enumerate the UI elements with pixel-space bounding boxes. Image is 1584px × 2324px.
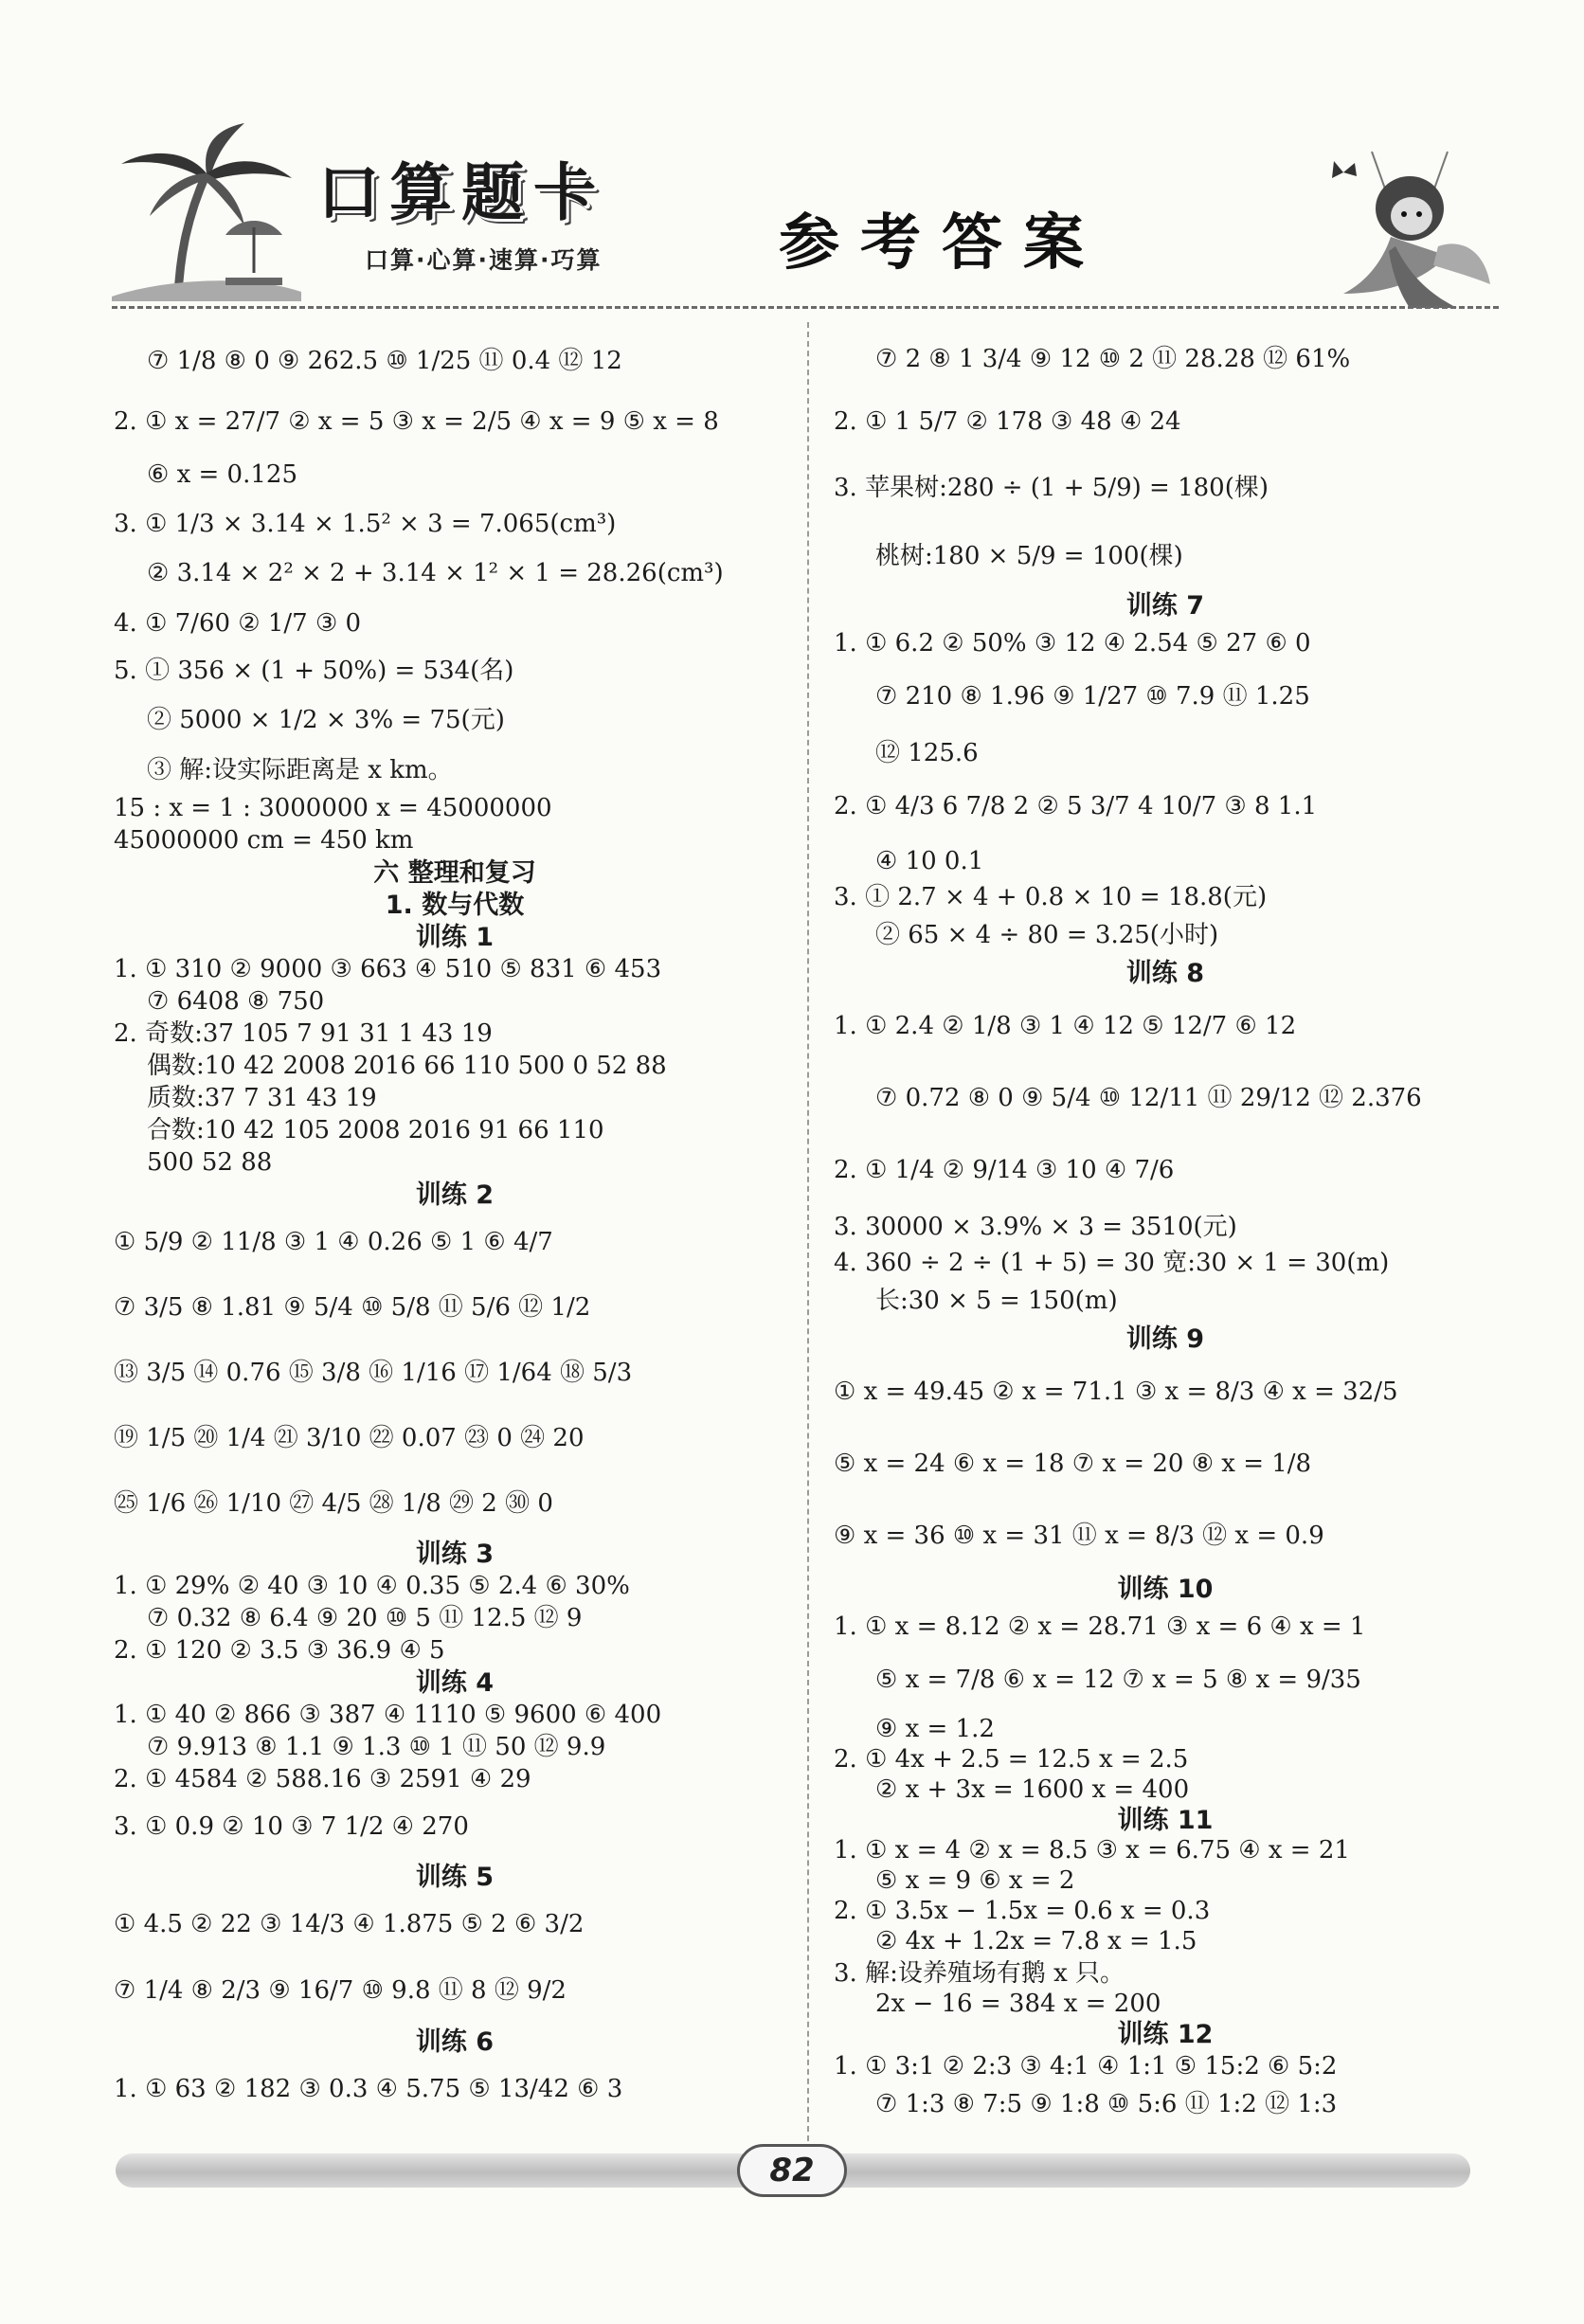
training-heading: 训练 6 — [415, 2027, 495, 2057]
answer-line: ⑦ 0.32 ⑧ 6.4 ⑨ 20 ⑩ 5 ⑪ 12.5 ⑫ 9 — [147, 1604, 583, 1632]
answer-line: ⑦ 3/5 ⑧ 1.81 ⑨ 5/4 ⑩ 5/8 ⑪ 5/6 ⑫ 1/2 — [114, 1293, 591, 1322]
answer-line: 桃树:180 × 5/9 = 100(棵) — [875, 542, 1183, 570]
answer-line: ⑤ x = 24 ⑥ x = 18 ⑦ x = 20 ⑧ x = 1/8 — [834, 1450, 1312, 1478]
answer-line: ② 5000 × 1/2 × 3% = 75(元) — [147, 706, 505, 734]
training-heading: 训练 4 — [415, 1668, 495, 1698]
answer-line: ⑦ 2 ⑧ 1 3/4 ⑨ 12 ⑩ 2 ⑪ 28.28 ⑫ 61% — [875, 345, 1351, 373]
answer-line: ① x = 49.45 ② x = 71.1 ③ x = 8/3 ④ x = 32/5 — [834, 1378, 1398, 1406]
training-heading: 训练 12 — [1117, 2020, 1214, 2049]
answer-line: ⑦ 9.913 ⑧ 1.1 ⑨ 1.3 ⑩ 1 ⑪ 50 ⑫ 9.9 — [147, 1733, 606, 1761]
answer-line: ⑨ x = 36 ⑩ x = 31 ⑪ x = 8/3 ⑫ x = 0.9 — [834, 1522, 1324, 1550]
answer-line: 2. 奇数:37 105 7 91 31 1 43 19 — [114, 1019, 493, 1048]
answer-line: 3. ① 1/3 × 3.14 × 1.5² × 3 = 7.065(cm³) — [114, 510, 617, 538]
answer-line: ⑤ x = 7/8 ⑥ x = 12 ⑦ x = 5 ⑧ x = 9/35 — [875, 1666, 1361, 1694]
answer-line: ⑤ x = 9 ⑥ x = 2 — [875, 1866, 1075, 1895]
answer-line: 1. ① x = 4 ② x = 8.5 ③ x = 6.75 ④ x = 21 — [834, 1836, 1350, 1865]
answer-line: ⑥ x = 0.125 — [147, 460, 297, 489]
answer-line: 3. 30000 × 3.9% × 3 = 3510(元) — [834, 1213, 1237, 1241]
training-heading: 训练 8 — [1125, 959, 1205, 988]
answer-line: 3. 解:设养殖场有鹅 x 只。 — [834, 1959, 1125, 1988]
answer-line: 3. 苹果树:280 ÷ (1 + 5/9) = 180(棵) — [834, 474, 1269, 502]
answer-line: 1. ① 40 ② 866 ③ 387 ④ 1110 ⑤ 9600 ⑥ 400 — [114, 1701, 662, 1729]
answer-line: ③ 解:设实际距离是 x km。 — [147, 756, 453, 784]
brand-subtitle: 口算·心算·速算·巧算 — [365, 246, 603, 274]
answer-line: 1. ① 3:1 ② 2:3 ③ 4:1 ④ 1:1 ⑤ 15:2 ⑥ 5:2 — [834, 2052, 1338, 2081]
answer-line: 2. ① 1 5/7 ② 178 ③ 48 ④ 24 — [834, 407, 1181, 436]
answer-line: 3. ① 0.9 ② 10 ③ 7 1/2 ④ 270 — [114, 1812, 469, 1841]
fairy-girl-illustration-icon — [1305, 142, 1495, 313]
answer-line: 2. ① 4/3 6 7/8 2 ② 5 3/7 4 10/7 ③ 8 1.1 — [834, 792, 1318, 820]
brand-title: 口算题卡 — [317, 156, 605, 229]
answer-line: 1. ① 6.2 ② 50% ③ 12 ④ 2.54 ⑤ 27 ⑥ 0 — [834, 629, 1311, 658]
palm-tree-beach-icon — [112, 121, 301, 301]
answer-key-title: 参考答案 — [779, 207, 1105, 279]
answer-line: 15 : x = 1 : 3000000 x = 45000000 — [114, 794, 552, 822]
answer-line: ⑦ 1:3 ⑧ 7:5 ⑨ 1:8 ⑩ 5:6 ⑪ 1:2 ⑫ 1:3 — [875, 2090, 1338, 2118]
training-heading: 训练 2 — [415, 1180, 495, 1210]
training-heading: 训练 10 — [1117, 1575, 1214, 1604]
answer-line: ⑦ 210 ⑧ 1.96 ⑨ 1/27 ⑩ 7.9 ⑪ 1.25 — [875, 682, 1310, 711]
column-divider — [807, 322, 809, 2141]
answer-line: 4. 360 ÷ 2 ÷ (1 + 5) = 30 宽:30 × 1 = 30(m) — [834, 1249, 1390, 1277]
answer-line: ④ 10 0.1 — [875, 847, 984, 875]
answer-line: ② x + 3x = 1600 x = 400 — [875, 1775, 1190, 1804]
page-number: 82 — [769, 2152, 815, 2189]
answer-line: 偶数:10 42 2008 2016 66 110 500 0 52 88 — [147, 1052, 667, 1080]
answer-line: ① 4.5 ② 22 ③ 14/3 ④ 1.875 ⑤ 2 ⑥ 3/2 — [114, 1910, 585, 1938]
answer-line: 质数:37 7 31 43 19 — [147, 1084, 377, 1112]
answer-line: ② 65 × 4 ÷ 80 = 3.25(小时) — [875, 921, 1219, 949]
answer-line: 5. ① 356 × (1 + 50%) = 534(名) — [114, 657, 514, 685]
page-header — [0, 0, 1584, 313]
answer-line: ⑦ 6408 ⑧ 750 — [147, 987, 325, 1016]
answer-line: 1. ① 310 ② 9000 ③ 663 ④ 510 ⑤ 831 ⑥ 453 — [114, 955, 662, 983]
answer-line: 2. ① 4x + 2.5 = 12.5 x = 2.5 — [834, 1745, 1189, 1774]
answer-line: ㉕ 1/6 ㉖ 1/10 ㉗ 4/5 ㉘ 1/8 ㉙ 2 ㉚ 0 — [114, 1489, 553, 1518]
answer-line: ⑫ 125.6 — [875, 739, 979, 767]
page-number-badge — [737, 2144, 847, 2197]
answer-line: 1. ① 29% ② 40 ③ 10 ④ 0.35 ⑤ 2.4 ⑥ 30% — [114, 1572, 630, 1600]
answer-line: 45000000 cm = 450 km — [114, 826, 414, 855]
training-heading: 训练 5 — [415, 1863, 495, 1892]
answer-line: 2. ① 3.5x − 1.5x = 0.6 x = 0.3 — [834, 1897, 1211, 1925]
header-dashed-rule — [112, 306, 1499, 309]
answer-line: 1. ① 63 ② 182 ③ 0.3 ④ 5.75 ⑤ 13/42 ⑥ 3 — [114, 2075, 623, 2103]
answer-line: 1. ① x = 8.12 ② x = 28.71 ③ x = 6 ④ x = 1 — [834, 1612, 1366, 1641]
answer-line: ⑦ 0.72 ⑧ 0 ⑨ 5/4 ⑩ 12/11 ⑪ 29/12 ⑫ 2.376 — [875, 1084, 1422, 1112]
answer-line: ② 3.14 × 2² × 2 + 3.14 × 1² × 1 = 28.26(cm³) — [147, 559, 724, 587]
answer-line: 长:30 × 5 = 150(m) — [875, 1287, 1118, 1315]
training-heading: 训练 1 — [415, 923, 495, 952]
answer-line: 2x − 16 = 384 x = 200 — [875, 1990, 1161, 2018]
answer-line: ① 5/9 ② 11/8 ③ 1 ④ 0.26 ⑤ 1 ⑥ 4/7 — [114, 1228, 553, 1256]
training-heading: 训练 7 — [1125, 591, 1205, 621]
answer-line: 4. ① 7/60 ② 1/7 ③ 0 — [114, 609, 362, 638]
training-heading: 训练 9 — [1125, 1324, 1205, 1354]
answer-line: 2. ① 120 ② 3.5 ③ 36.9 ④ 5 — [114, 1636, 445, 1665]
answer-line: ⑲ 1/5 ⑳ 1/4 ㉑ 3/10 ㉒ 0.07 ㉓ 0 ㉔ 20 — [114, 1424, 585, 1452]
answer-line: 合数:10 42 105 2008 2016 91 66 110 — [147, 1116, 604, 1144]
answer-line: ⑬ 3/5 ⑭ 0.76 ⑮ 3/8 ⑯ 1/16 ⑰ 1/64 ⑱ 5/3 — [114, 1359, 633, 1387]
answer-line: 1. ① 2.4 ② 1/8 ③ 1 ④ 12 ⑤ 12/7 ⑥ 12 — [834, 1012, 1297, 1040]
training-heading: 训练 3 — [415, 1540, 495, 1569]
answer-line: 3. ① 2.7 × 4 + 0.8 × 10 = 18.8(元) — [834, 883, 1268, 911]
answer-line: ⑨ x = 1.2 — [875, 1715, 995, 1743]
answer-line: ⑦ 1/8 ⑧ 0 ⑨ 262.5 ⑩ 1/25 ⑪ 0.4 ⑫ 12 — [147, 347, 622, 375]
answer-line: 2. ① x = 27/7 ② x = 5 ③ x = 2/5 ④ x = 9 ⑤ x = 8 — [114, 407, 719, 436]
chapter-heading: 六 整理和复习 — [373, 858, 536, 888]
training-heading: 训练 11 — [1117, 1806, 1214, 1835]
answer-line: ⑦ 1/4 ⑧ 2/3 ⑨ 16/7 ⑩ 9.8 ⑪ 8 ⑫ 9/2 — [114, 1976, 567, 2005]
answer-line: ② 4x + 1.2x = 7.8 x = 1.5 — [875, 1927, 1197, 1955]
answer-line: 500 52 88 — [147, 1148, 273, 1177]
section-heading: 1. 数与代数 — [385, 891, 525, 920]
answer-line: 2. ① 4584 ② 588.16 ③ 2591 ④ 29 — [114, 1765, 531, 1793]
answer-line: 2. ① 1/4 ② 9/14 ③ 10 ④ 7/6 — [834, 1156, 1175, 1184]
